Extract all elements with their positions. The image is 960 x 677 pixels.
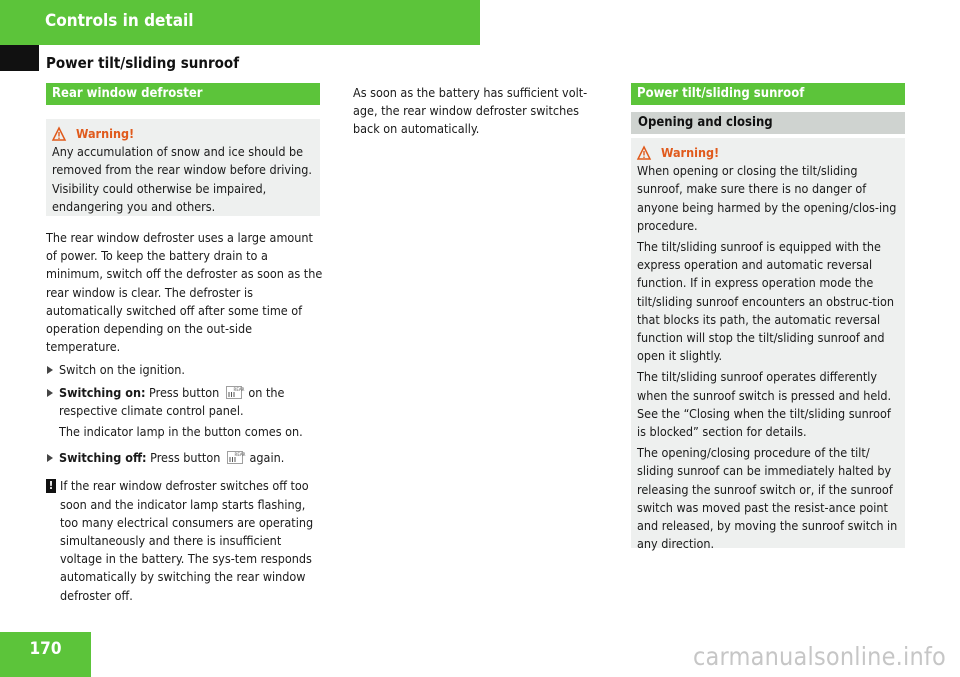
step-text: Press button <box>150 450 221 466</box>
watermark: carmanualsonline.info <box>692 642 946 671</box>
chapter-tab-marker <box>0 45 39 71</box>
step-text: again. <box>249 450 285 466</box>
notice-exclamation-icon: ! <box>46 479 56 493</box>
opening-closing-subheading: Opening and closing <box>631 112 905 134</box>
step-note: The indicator lamp in the button comes on. <box>59 424 303 440</box>
step-switching-off <box>46 449 326 467</box>
page-number: 170 <box>0 632 91 677</box>
step-arrow-icon <box>47 366 53 374</box>
sunroof-warning-p3: The tilt/sliding sunroof operates differently when the sunroof switch is pressed and held. See the “Closing when the tilt/sliding sunroof is blocked” section for details. <box>637 369 892 440</box>
svg-text:REAR: REAR <box>233 387 245 393</box>
chapter-title: Controls in detail <box>45 11 194 31</box>
step-arrow-icon <box>47 454 53 462</box>
page-section-title: Power tilt/sliding sunroof <box>46 54 240 72</box>
step-switching-on <box>46 384 326 442</box>
battery-notice <box>46 477 326 604</box>
defroster-body <box>46 229 326 609</box>
svg-text:REAR: REAR <box>234 453 246 459</box>
warning-header <box>637 144 899 162</box>
defroster-warning-box <box>46 119 320 216</box>
defroster-intro: The rear window defroster uses a large amount of power. To keep the battery drain to a minimum, switch off the defroster as soon as the rear window is clear. The defroster is automatically switched off after some time of operation depending on the out-side temperature. <box>46 230 323 355</box>
defroster-continued-text: As soon as the battery has sufficient volt-age, the rear window defroster switches back on automatically. <box>353 85 588 137</box>
step-ignition <box>46 361 326 379</box>
warning-title: Warning! <box>76 126 135 141</box>
step-text: on the respective climate control panel. <box>59 384 285 418</box>
step-label: Switching on: <box>59 384 146 400</box>
notice-text: If the rear window defroster switches off too soon and the indicator lamp starts flashing, too many electrical consumers are operating simultaneously and there is insufficient voltage in the battery. The sys-tem responds automatically by switching the rear window defroster off. <box>60 478 314 603</box>
sunroof-heading: Power tilt/sliding sunroof <box>631 83 905 105</box>
rear-defroster-icon <box>227 451 246 464</box>
warning-triangle-icon <box>52 127 66 141</box>
step-text: Switch on the ignition. <box>59 362 185 378</box>
sunroof-warning-p2: The tilt/sliding sunroof is equipped with the express operation and automatic reversal function. If in express operation mode the tilt/sliding sunroof encounters an obstruc-tion that blocks its path, the automatic reversal function will stop the tilt/sliding sunroof and open it slightly. <box>637 239 894 364</box>
sunroof-warning-box <box>631 138 905 552</box>
warning-text: Any accumulation of snow and ice should be removed from the rear window before driving. Visibility could otherwise be impaired, endangering you and others. <box>52 144 312 214</box>
warning-triangle-icon <box>637 146 651 160</box>
step-label: Switching off: <box>59 450 147 466</box>
warning-title: Warning! <box>661 145 720 160</box>
sunroof-warning-p4: The opening/closing procedure of the tilt/ sliding sunroof can be immediately halted by releasing the sunroof switch or, if the sunroof switch was moved past the resist-ance point and released, by moving the sunroof switch in any direction. <box>637 445 898 552</box>
rear-defroster-heading: Rear window defroster <box>46 83 320 105</box>
step-text: Press button <box>149 384 220 400</box>
step-arrow-icon <box>47 389 53 397</box>
sunroof-warning-p1: When opening or closing the tilt/sliding sunroof, make sure there is no danger of anyone being harmed by the opening/clos-ing procedure. <box>637 163 897 233</box>
rear-defroster-icon <box>226 386 245 399</box>
warning-header <box>52 125 314 143</box>
